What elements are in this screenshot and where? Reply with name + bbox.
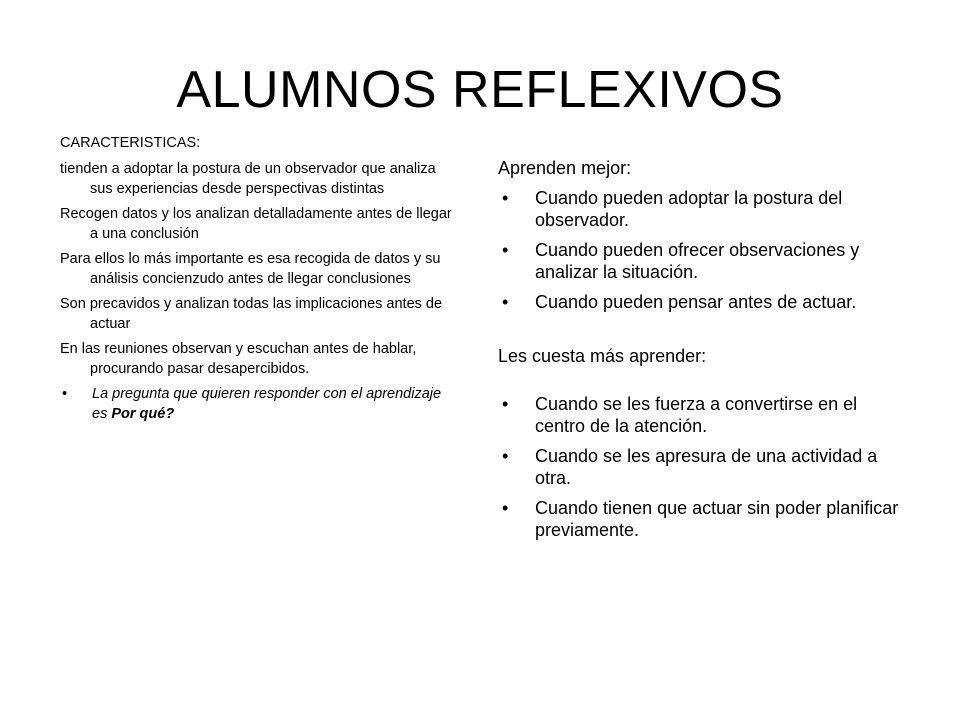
learning-column — [498, 157, 900, 549]
list-item — [498, 291, 900, 313]
list-item-text: Cuando se les apresura de una actividad a otra. — [535, 446, 878, 488]
learn-hard-heading: Les cuesta más aprender: — [498, 346, 707, 366]
list-item — [498, 497, 900, 541]
bullet-icon: • — [502, 292, 509, 312]
bullet-icon: • — [502, 498, 509, 518]
question-bold: Por qué? — [111, 406, 175, 422]
characteristic-item: tienden a adoptar la postura de un observador que analiza sus experiencias desde perspectivas distintas — [60, 161, 436, 197]
list-item-text: Cuando pueden pensar antes de actuar. — [535, 292, 857, 312]
characteristic-item: En las reuniones observan y escuchan antes de hablar, procurando pasar desapercibidos. — [60, 341, 417, 377]
spacer — [498, 321, 900, 345]
bullet-icon: • — [502, 188, 509, 208]
learn-best-heading: Aprenden mejor: — [498, 158, 632, 178]
list-item — [498, 393, 900, 437]
bullet-icon: • — [502, 394, 509, 414]
bullet-icon: • — [62, 386, 68, 402]
list-item-text: Cuando tienen que actuar sin poder planificar previamente. — [535, 498, 899, 540]
learn-best-list — [498, 187, 900, 313]
spacer — [498, 375, 900, 393]
list-item — [498, 187, 900, 231]
learn-hard-list — [498, 393, 900, 541]
list-item-text: Cuando se les fuerza a convertirse en el centro de la atención. — [535, 394, 858, 436]
characteristic-item: Son precavidos y analizan todas las implicaciones antes de actuar — [60, 296, 443, 332]
list-item — [498, 445, 900, 489]
slide-title: ALUMNOS REFLEXIVOS — [176, 61, 784, 119]
question-text: La pregunta que quieren responder con el aprendizaje es — [92, 386, 442, 422]
characteristics-heading: CARACTERISTICAS: — [60, 135, 201, 151]
bullet-icon: • — [502, 446, 509, 466]
bullet-icon: • — [502, 240, 509, 260]
list-item-text: Cuando pueden adoptar la postura del observador. — [535, 188, 843, 230]
list-item-text: Cuando pueden ofrecer observaciones y analizar la situación. — [535, 240, 860, 282]
list-item — [498, 239, 900, 283]
question-bullet — [60, 384, 460, 424]
characteristic-item: Para ellos lo más importante es esa recogida de datos y su análisis concienzudo antes de llegar conclusiones — [60, 251, 441, 287]
characteristics-column — [60, 133, 460, 429]
characteristic-item: Recogen datos y los analizan detalladamente antes de llegar a una conclusión — [60, 206, 452, 242]
